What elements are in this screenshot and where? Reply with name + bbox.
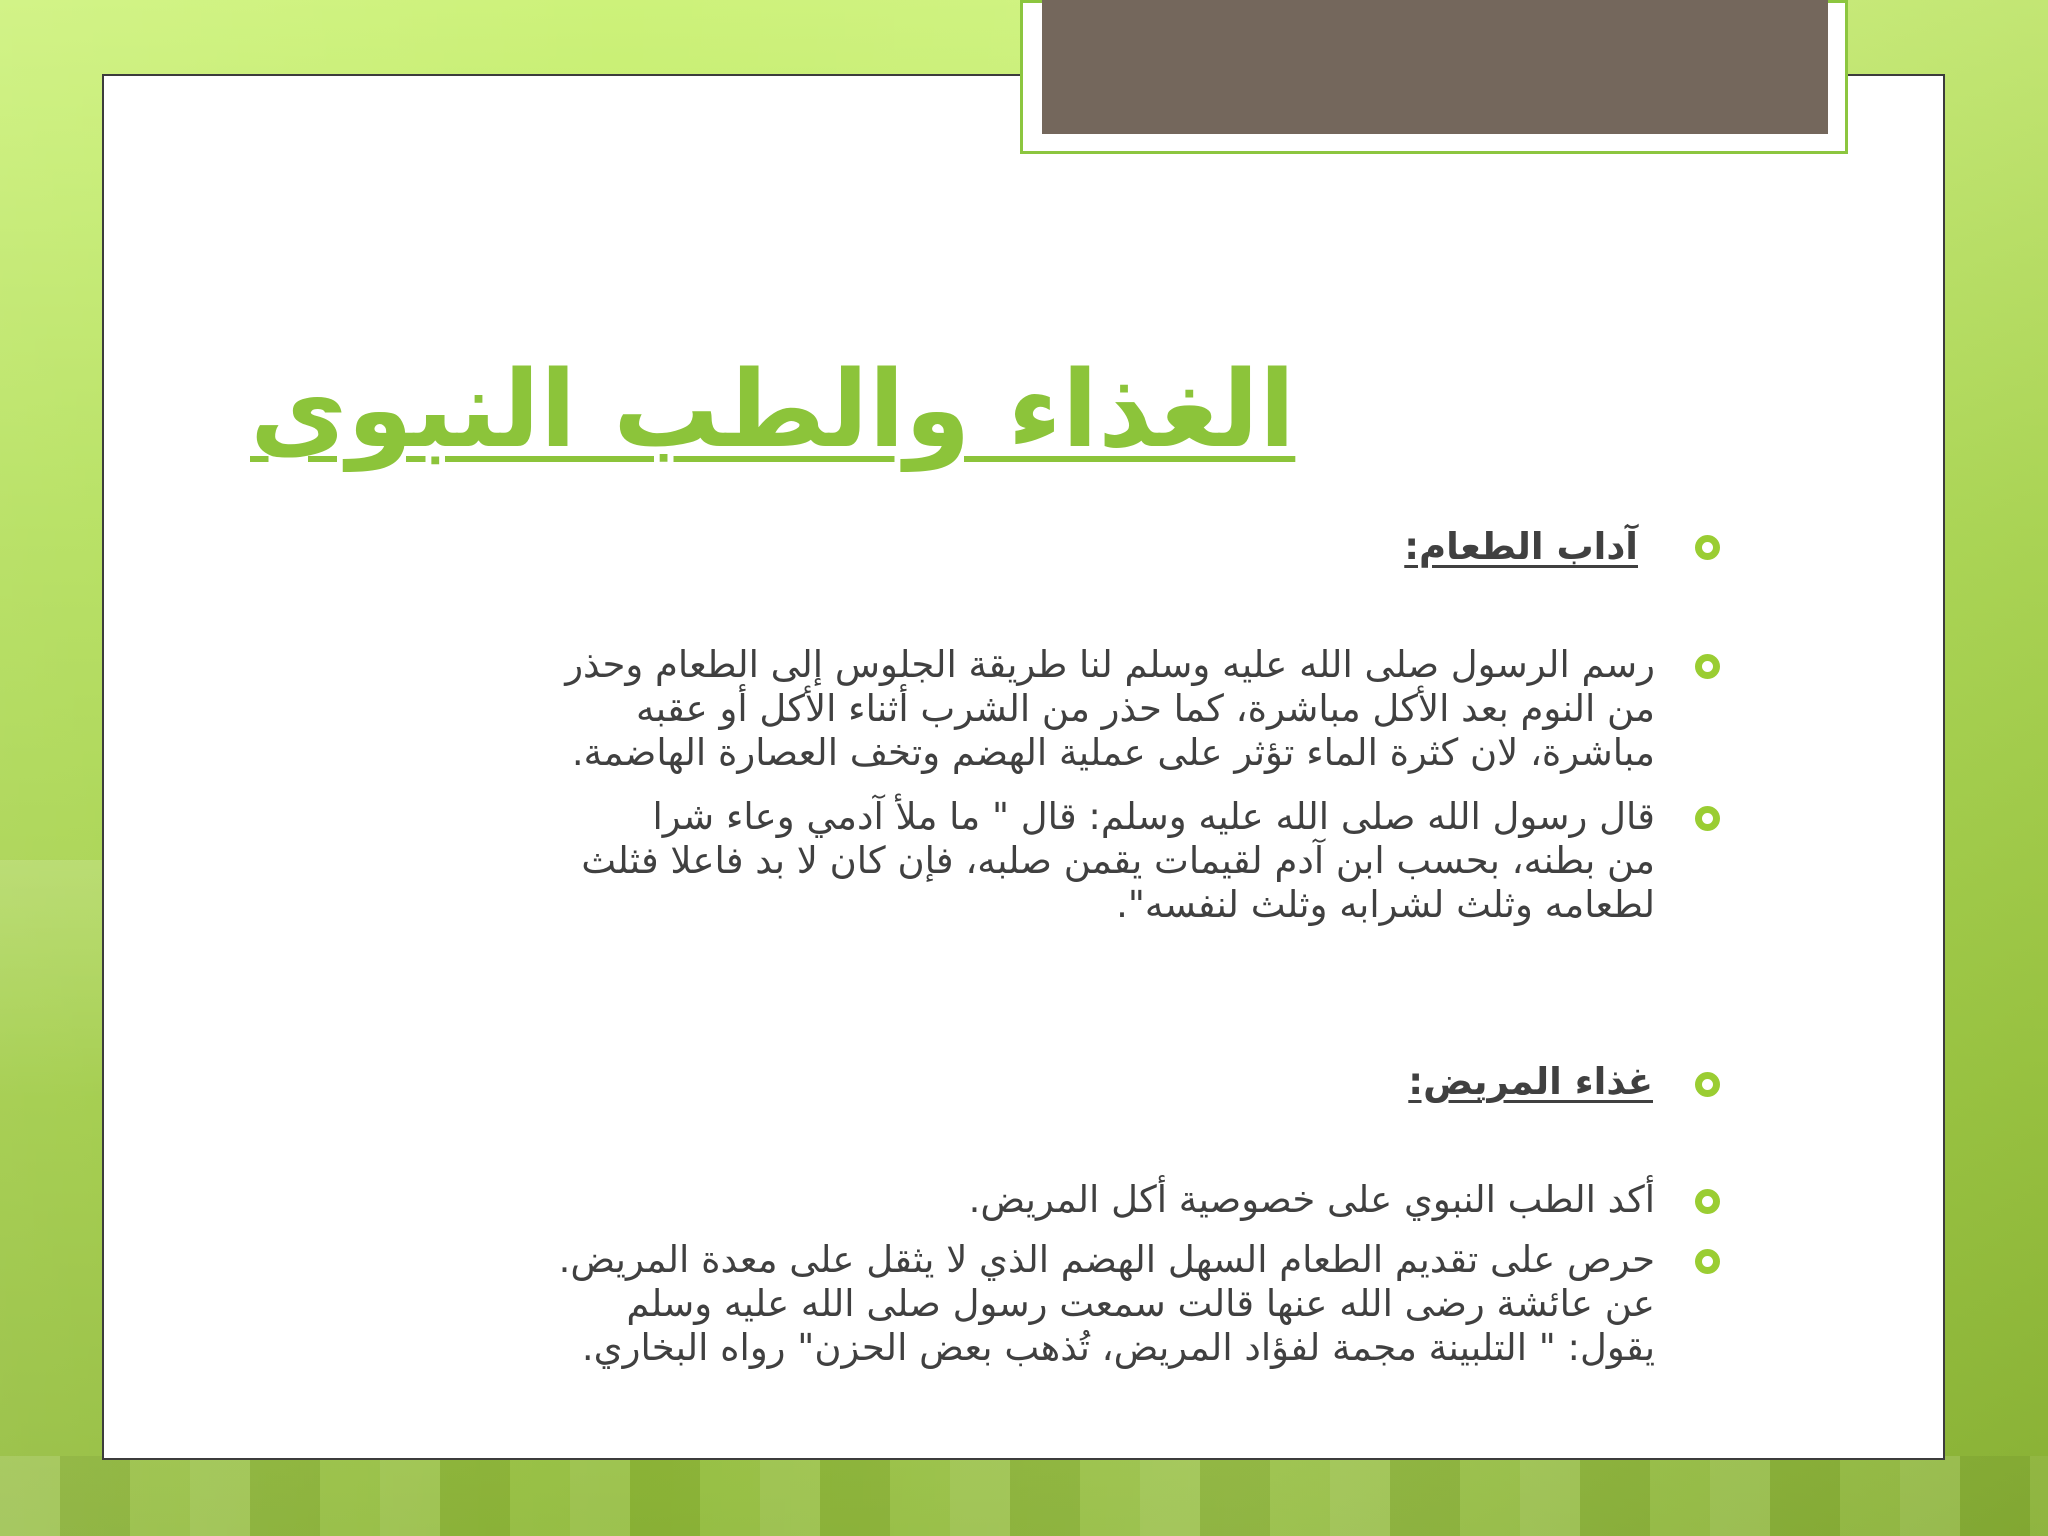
slide-title: الغذاء والطب النبوى [250, 348, 1296, 471]
bullet-icon [1695, 654, 1720, 679]
bullet-icon [1695, 1189, 1720, 1214]
background-stripes [0, 1456, 2048, 1536]
section-heading-food-etiquette: آداب الطعام: [1404, 525, 1638, 568]
list-item [230, 795, 1720, 935]
section-heading-item [1100, 525, 1720, 573]
bullet-icon [1695, 806, 1720, 831]
list-item [200, 1238, 1720, 1378]
bullet-icon [1695, 1249, 1720, 1274]
list-item-text: قال رسول الله صلى الله عليه وسلم: قال " ما ملأ آدمي وعاء شرا من بطنه، بحسب ابن آدم لقيمات يقمن صلبه، فإن كان لا بد فاعلا فثلث لطعامه وثلث لشرابه وثلث لنفسه". [581, 795, 1655, 926]
header-image-placeholder [1042, 0, 1828, 134]
bullet-icon [1695, 535, 1720, 560]
list-item [230, 1178, 1720, 1226]
list-item-text: رسم الرسول صلى الله عليه وسلم لنا طريقة الجلوس إلى الطعام وحذر من النوم بعد الأكل مباشرة، كما حذر من الشرب أثناء الأكل أو عقبه مباشرة، لان كثرة الماء تؤثر على عملية الهضم وتخف العصارة الهاضمة. [565, 643, 1655, 774]
background-hex-shape [0, 860, 104, 1100]
bullet-icon [1695, 1072, 1720, 1097]
list-item-text: أكد الطب النبوي على خصوصية أكل المريض. [968, 1178, 1655, 1221]
list-item-text: حرص على تقديم الطعام السهل الهضم الذي لا يثقل على معدة المريض. عن عائشة رضى الله عنها قالت سمعت رسول صلى الله عليه وسلم يقول: " التلبينة مجمة لفؤاد المريض، تُذهب بعض الحزن" رواه البخاري. [558, 1238, 1655, 1369]
list-item [230, 643, 1720, 783]
section-heading-item [1100, 1060, 1720, 1108]
section-heading-patient-food: غذاء المريض: [1408, 1060, 1653, 1103]
